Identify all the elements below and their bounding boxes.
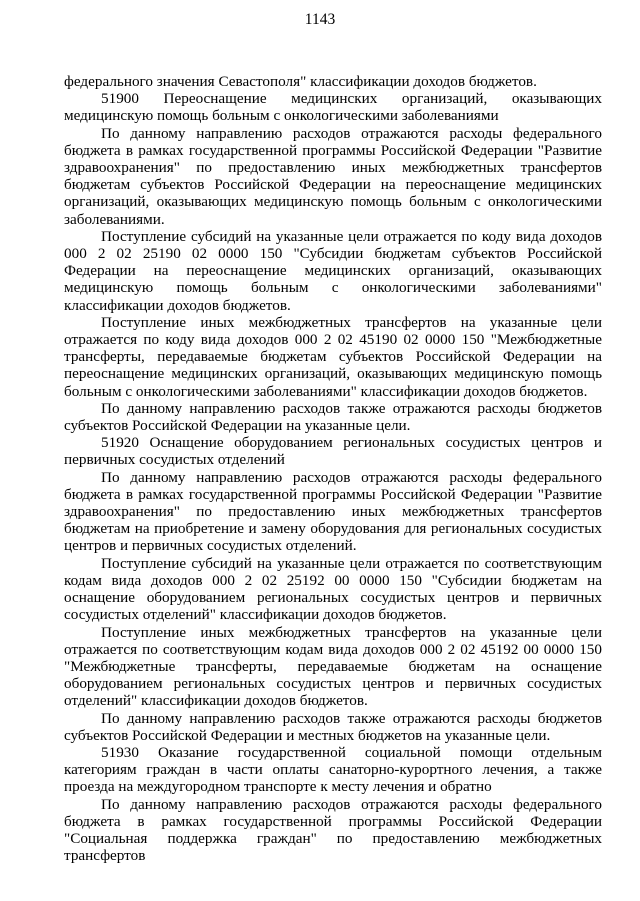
paragraph: Поступление иных межбюджетных трансфертов на указанные цели отражается по коду вида доходов 000 2 02 45190 02 0000 150 "Межбюджетные трансферты, передаваемые бюджетам субъектов Российской Федерации на переоснащение медицинских организаций, оказывающих медицинскую помощь больным с онкологическими заболеваниями" классификации доходов бюджетов. [64, 313, 602, 400]
paragraph: По данному направлению расходов отражаются расходы федерального бюджета в рамках государственной программы Российской Федерации "Развитие здравоохранения" по предоставлению иных межбюджетных трансфертов бюджетам субъектов Российской Федерации на переоснащение медицинских организаций, оказывающих медицинскую помощь больным с онкологическими заболеваниями. [64, 124, 602, 228]
paragraph: Поступление субсидий на указанные цели отражается по соответствующим кодам вида доходов 000 2 02 25192 00 0000 150 "Субсидии бюджетам на оснащение оборудованием региональных сосудистых центров и первичных сосудистых отделений" классификации доходов бюджетов. [64, 554, 602, 624]
section-heading-51920: 51920 Оснащение оборудованием региональных сосудистых центров и первичных сосудистых отделений [64, 434, 602, 469]
document-body [64, 73, 602, 864]
paragraph: По данному направлению расходов также отражаются расходы бюджетов субъектов Российской Федерации на указанные цели. [64, 399, 602, 435]
paragraph: По данному направлению расходов также отражаются расходы бюджетов субъектов Российской Федерации и местных бюджетов на указанные цели. [64, 709, 602, 744]
page-number: 1143 [304, 11, 336, 28]
paragraph: По данному направлению расходов отражаются расходы федерального бюджета в рамках государственной программы Российской Федерации "Развитие здравоохранения" по предоставлению иных межбюджетных трансфертов бюджетам на приобретение и замену оборудования для региональных сосудистых центров и первичных сосудистых отделений. [64, 468, 602, 555]
paragraph: Поступление иных межбюджетных трансфертов на указанные цели отражается по соответствующим кодам вида доходов 000 2 02 45192 00 0000 150 "Межбюджетные трансферты, передаваемые бюджетам на оснащение оборудованием региональных сосудистых центров и первичных сосудистых отделений" классификации доходов бюджетов. [64, 623, 602, 710]
section-heading-51900: 51900 Переоснащение медицинских организаций, оказывающих медицинскую помощь больным с онкологическими заболеваниями [64, 90, 602, 125]
paragraph-continuation: федерального значения Севастополя" классификации доходов бюджетов. [64, 73, 537, 90]
paragraph: Поступление субсидий на указанные цели отражается по коду вида доходов 000 2 02 25190 02 0000 150 "Субсидии бюджетам субъектов Российской Федерации на переоснащение медицинских организаций, оказывающих медицинскую помощь больным с онкологическими заболеваниями" классификации доходов бюджетов. [64, 227, 602, 314]
section-heading-51930: 51930 Оказание государственной социальной помощи отдельным категориям граждан в части оплаты санаторно-курортного лечения, а также проезда на междугородном транспорте к месту лечения и обратно [64, 743, 602, 796]
paragraph: По данному направлению расходов отражаются расходы федерального бюджета в рамках государственной программы Российской Федерации "Социальная поддержка граждан" по предоставлению межбюджетных трансфертов [64, 795, 602, 865]
